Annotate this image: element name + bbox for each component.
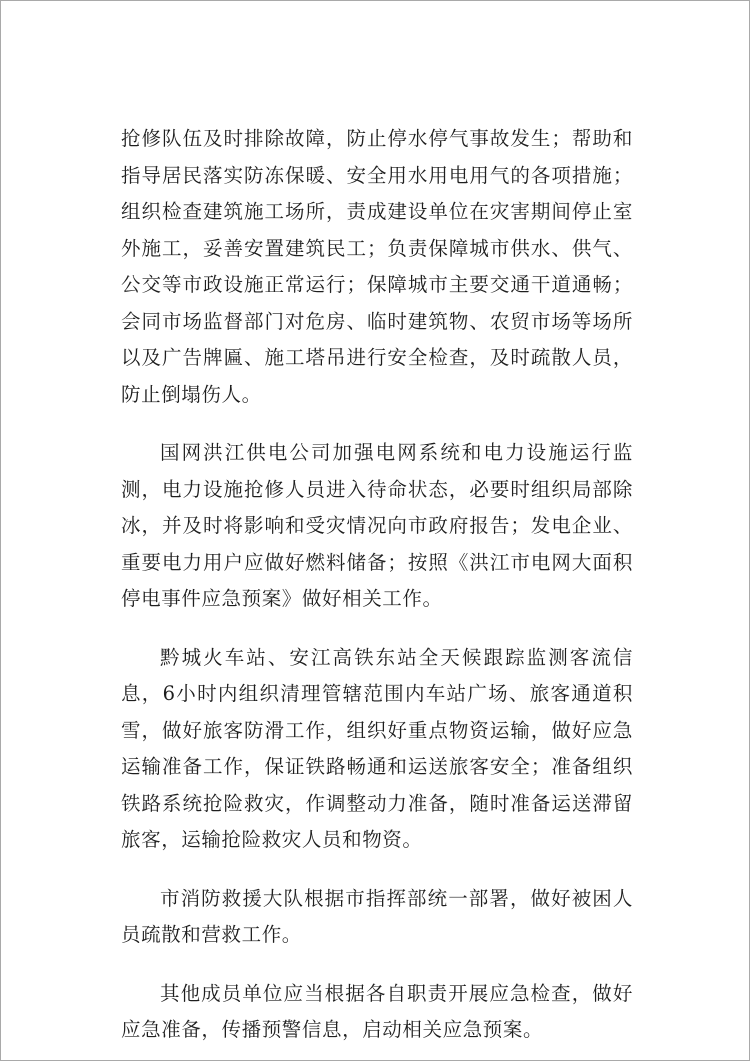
paragraph-continued: 抢修队伍及时排除故障，防止停水停气事故发生；帮助和指导居民落实防冻保暖、安全用水用电用气的各项措施；组织检查建筑施工场所，责成建设单位在灾害期间停止室外施工，妥善安置建筑民工；负责保障城市供水、供气、公交等市政设施正常运行；保障城市主要交通干道通畅；会同市场监督部门对危房、临时建筑物、农贸市场等场所以及广告牌匾、施工塔吊进行安全检查，及时疏散人员，防止倒塌伤人。 — [121, 127, 633, 406]
paragraph-railway-stations: 黔城火车站、安江高铁东站全天候跟踪监测客流信息，6小时内组织清理管辖范围内车站广场、旅客通道积雪，做好旅客防滑工作，组织好重点物资运输，做好应急运输准备工作，保证铁路畅通和运送旅客安全；准备组织铁路系统抢险救灾，作调整动力准备，随时准备运送滞留旅客，运输抢险救灾人员和物资。 — [121, 645, 633, 851]
paragraph-other-units: 其他成员单位应当根据各自职责开展应急检查，做好应急准备，传播预警信息，启动相关应急预案。 — [121, 981, 633, 1041]
document-body — [121, 121, 633, 1049]
paragraph-power-supply: 国网洪江供电公司加强电网系统和电力设施运行监测，电力设施抢修人员进入待命状态，必要时组织局部除冰，并及时将影响和受灾情况向市政府报告；发电企业、重要电力用户应做好燃料储备；按照《洪江市电网大面积停电事件应急预案》做好相关工作。 — [121, 441, 633, 610]
paragraph-fire-rescue: 市消防救援大队根据市指挥部统一部署，做好被困人员疏散和营救工作。 — [121, 886, 633, 946]
